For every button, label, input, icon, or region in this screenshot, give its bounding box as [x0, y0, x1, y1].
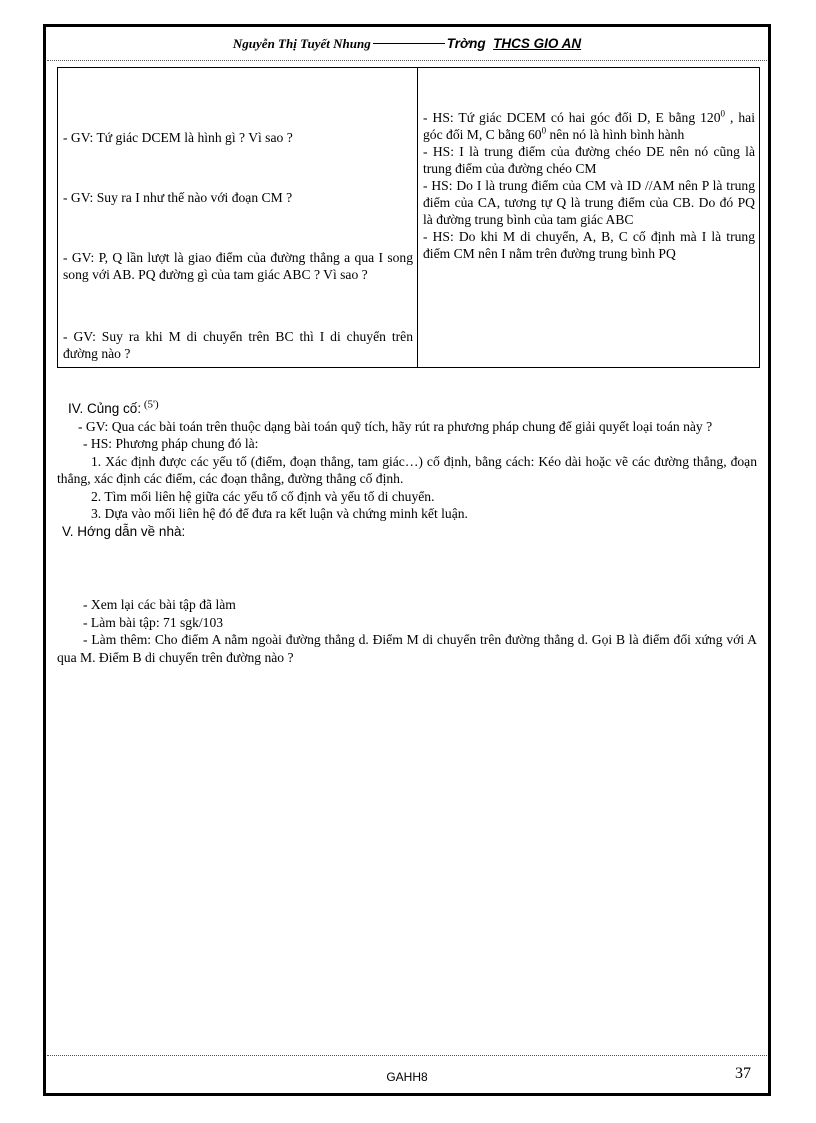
gv-question-1: - GV: Tứ giác DCEM là hình gì ? Vì sao ? — [63, 130, 293, 145]
page-footer — [47, 1055, 767, 1092]
section-consolidation — [57, 400, 757, 540]
gv-question-4: - GV: Suy ra khi M di chuyển trên BC thì I di chuyển trên đường nào ? — [63, 329, 413, 361]
page-number: 37 — [735, 1065, 751, 1082]
footer-code: GAHH8 — [386, 1070, 428, 1084]
header-school-name: THCS GIO AN — [493, 36, 582, 51]
section4-heading: IV. Củng cố: $^{(5')}$ — [68, 398, 159, 416]
section5-heading: V. Hớng dẫn về nhà: — [62, 523, 186, 539]
section-homework — [57, 596, 757, 666]
gv-question-2: - GV: Suy ra I như thế nào với đoạn CM ? — [63, 190, 293, 205]
page-header — [47, 36, 767, 61]
section4-step-3: 3. Dựa vào mối liên hệ đó để đưa ra kết luận và chứng minh kết luận. — [91, 506, 468, 521]
homework-item-1: - Xem lại các bài tập đã làm — [83, 597, 236, 612]
section4-hs: - HS: Phương pháp chung đó là: — [83, 436, 259, 451]
student-column — [418, 68, 760, 368]
section4-step-2: 2. Tìm mối liên hệ giữa các yếu tố cố định và yếu tố di chuyển. — [91, 488, 435, 504]
hs-answer-4: - HS: Do khi M di chuyển, A, B, C cố định mà I là trung điểm CM nên I nằm trên đường trung bình PQ — [423, 229, 755, 261]
section4-step-1: 1. Xác định được các yếu tố (điểm, đoạn thẳng, tam giác…) cố định, bằng cách: Kéo dài hoặc vẽ các đường thẳng, đoạn thẳng, xác định các điểm, các đoạn thẳng, đường thẳng cố định. — [57, 453, 757, 486]
homework-item-3: - Làm thêm: Cho điểm A nằm ngoài đường thẳng d. Điểm M di chuyển trên đường thẳng d. Gọi B là điểm đối xứng với A qua M. Điểm B di chuyển trên đường nào ? — [57, 632, 757, 665]
qa-table — [57, 67, 760, 368]
section4-gv: - GV: Qua các bài toán trên thuộc dạng bài toán quỹ tích, hãy rút ra phương pháp chung để giải quyết loại toán này ? — [78, 418, 713, 434]
gv-question-3: - GV: P, Q lần lượt là giao điểm của đường thẳng a qua I song song với AB. PQ đường gì của tam giác ABC ? Vì sao ? — [63, 250, 413, 282]
homework-item-2: - Làm bài tập: 71 sgk/103 — [83, 614, 224, 630]
teacher-column — [58, 68, 418, 368]
hs-answer-2: - HS: I là trung điểm của đường chéo DE nên nó cũng là trung điểm của đường chéo CM — [423, 144, 755, 176]
header-school-label: Trờng — [446, 36, 486, 51]
header-school — [447, 36, 581, 51]
hs-answer-3: - HS: Do I là trung điểm của CM và ID //AM nên P là trung điểm của CA, tương tự Q là trung điểm của CB. Do đó PQ là đường trung bình của tam giác ABC — [423, 178, 755, 227]
header-rule — [373, 43, 445, 44]
header-author: Nguyễn Thị Tuyết Nhung — [232, 36, 371, 51]
hs-answer-1: - HS: Tứ giác DCEM có hai góc đối D, E bằng $120^0$ , hai góc đối M, C bằng $60^0$ nên nó là hình bình hành — [423, 108, 755, 142]
